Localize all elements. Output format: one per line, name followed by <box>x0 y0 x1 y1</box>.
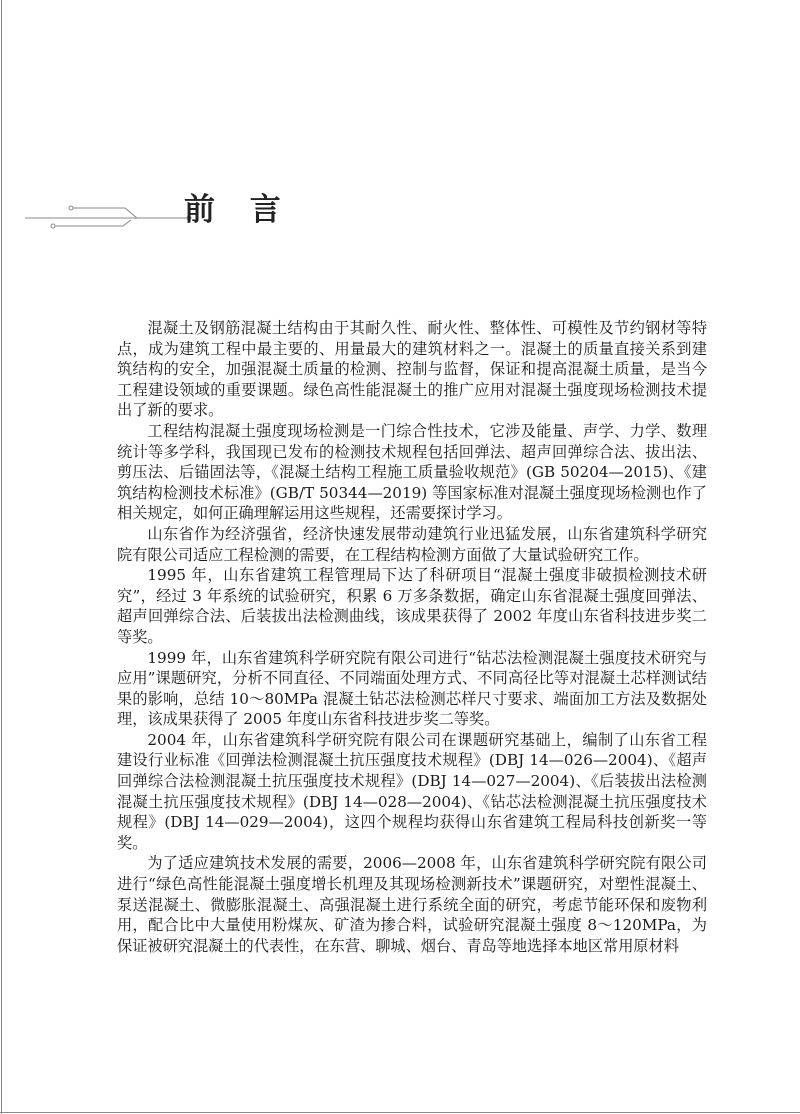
paragraph-2: 工程结构混凝土强度现场检测是一门综合性技术，它涉及能量、声学、力学、数理统计等多学科，我国现已发布的检测技术规程包括回弹法、超声回弹综合法、拔出法、剪压法、后锚固法等，《混凝土结构工程施工质量验收规范》(GB 50204—2015)、《建筑结构检测技术标准》(GB/T 50344—2019) 等国家标准对混凝土强度现场检测也作了相关规定，如何正确理解运用这些规程，还需要探讨学习。 <box>117 421 707 523</box>
page-frame-left <box>1 0 2 1114</box>
page-frame-bottom <box>0 1112 800 1113</box>
paragraph-3: 山东省作为经济强省，经济快速发展带动建筑行业迅猛发展，山东省建筑科学研究院有限公司适应工程检测的需要，在工程结构检测方面做了大量试验研究工作。 <box>117 524 707 564</box>
paragraph-7: 为了适应建筑技术发展的需要，2006—2008 年，山东省建筑科学研究院有限公司进行“绿色高性能混凝土强度增长机理及其现场检测新技术”课题研究，对塑性混凝土、泵送混凝土、微膨胀混凝土、高强混凝土进行系统全面的研究，考虑节能环保和废物利用，配合比中大量使用粉煤灰、矿渣为掺合料，试验研究混凝土强度 8～120MPa，为保证被研究混凝土的代表性，在东营、聊城、烟台、青岛等地选择本地区常用原材料 <box>117 854 707 955</box>
body-text <box>117 318 707 956</box>
paragraph-6: 2004 年，山东省建筑科学研究院有限公司在课题研究基础上，编制了山东省工程建设行业标准《回弹法检测混凝土抗压强度技术规程》(DBJ 14—026—2004)、《超声回弹综合法检测混凝土抗压强度技术规程》(DBJ 14—027—2004)、《后装拔出法检测混凝土抗压强度技术规程》(DBJ 14—028—2004)、《钻芯法检测混凝土抗压强度技术规程》(DBJ 14—029—2004)，这四个规程均获得山东省建筑工程局科技创新奖一等奖。 <box>117 730 707 852</box>
paragraph-5: 1999 年，山东省建筑科学研究院有限公司进行“钻芯法检测混凝土强度技术研究与应用”课题研究，分析不同直径、不同端面处理方式、不同高径比等对混凝土芯样测试结果的影响，总结 10～80MPa 混凝土钻芯法检测芯样尺寸要求、端面加工方法及数据处理，该成果获得了 2005 年度山东省科技进步奖二等奖。 <box>117 648 707 729</box>
paragraph-4: 1995 年，山东省建筑工程管理局下达了科研项目“混凝土强度非破损检测技术研究”，经过 3 年系统的试验研究，积累 6 万多条数据，确定山东省混凝土强度回弹法、超声回弹综合法、后装拔出法检测曲线，该成果获得了 2002 年度山东省科技进步奖二等奖。 <box>117 566 707 646</box>
page-title: 前 言 <box>184 192 293 228</box>
paragraph-1: 混凝土及钢筋混凝土结构由于其耐久性、耐火性、整体性、可模性及节约钢材等特点，成为建筑工程中最主要的、用量最大的建筑材料之一。混凝土的质量直接关系到建筑结构的安全，加强混凝土质量的检测、控制与监督，保证和提高混凝土质量，是当今工程建设领域的重要课题。绿色高性能混凝土的推广应用对混凝土强度现场检测技术提出了新的要求。 <box>117 319 707 420</box>
